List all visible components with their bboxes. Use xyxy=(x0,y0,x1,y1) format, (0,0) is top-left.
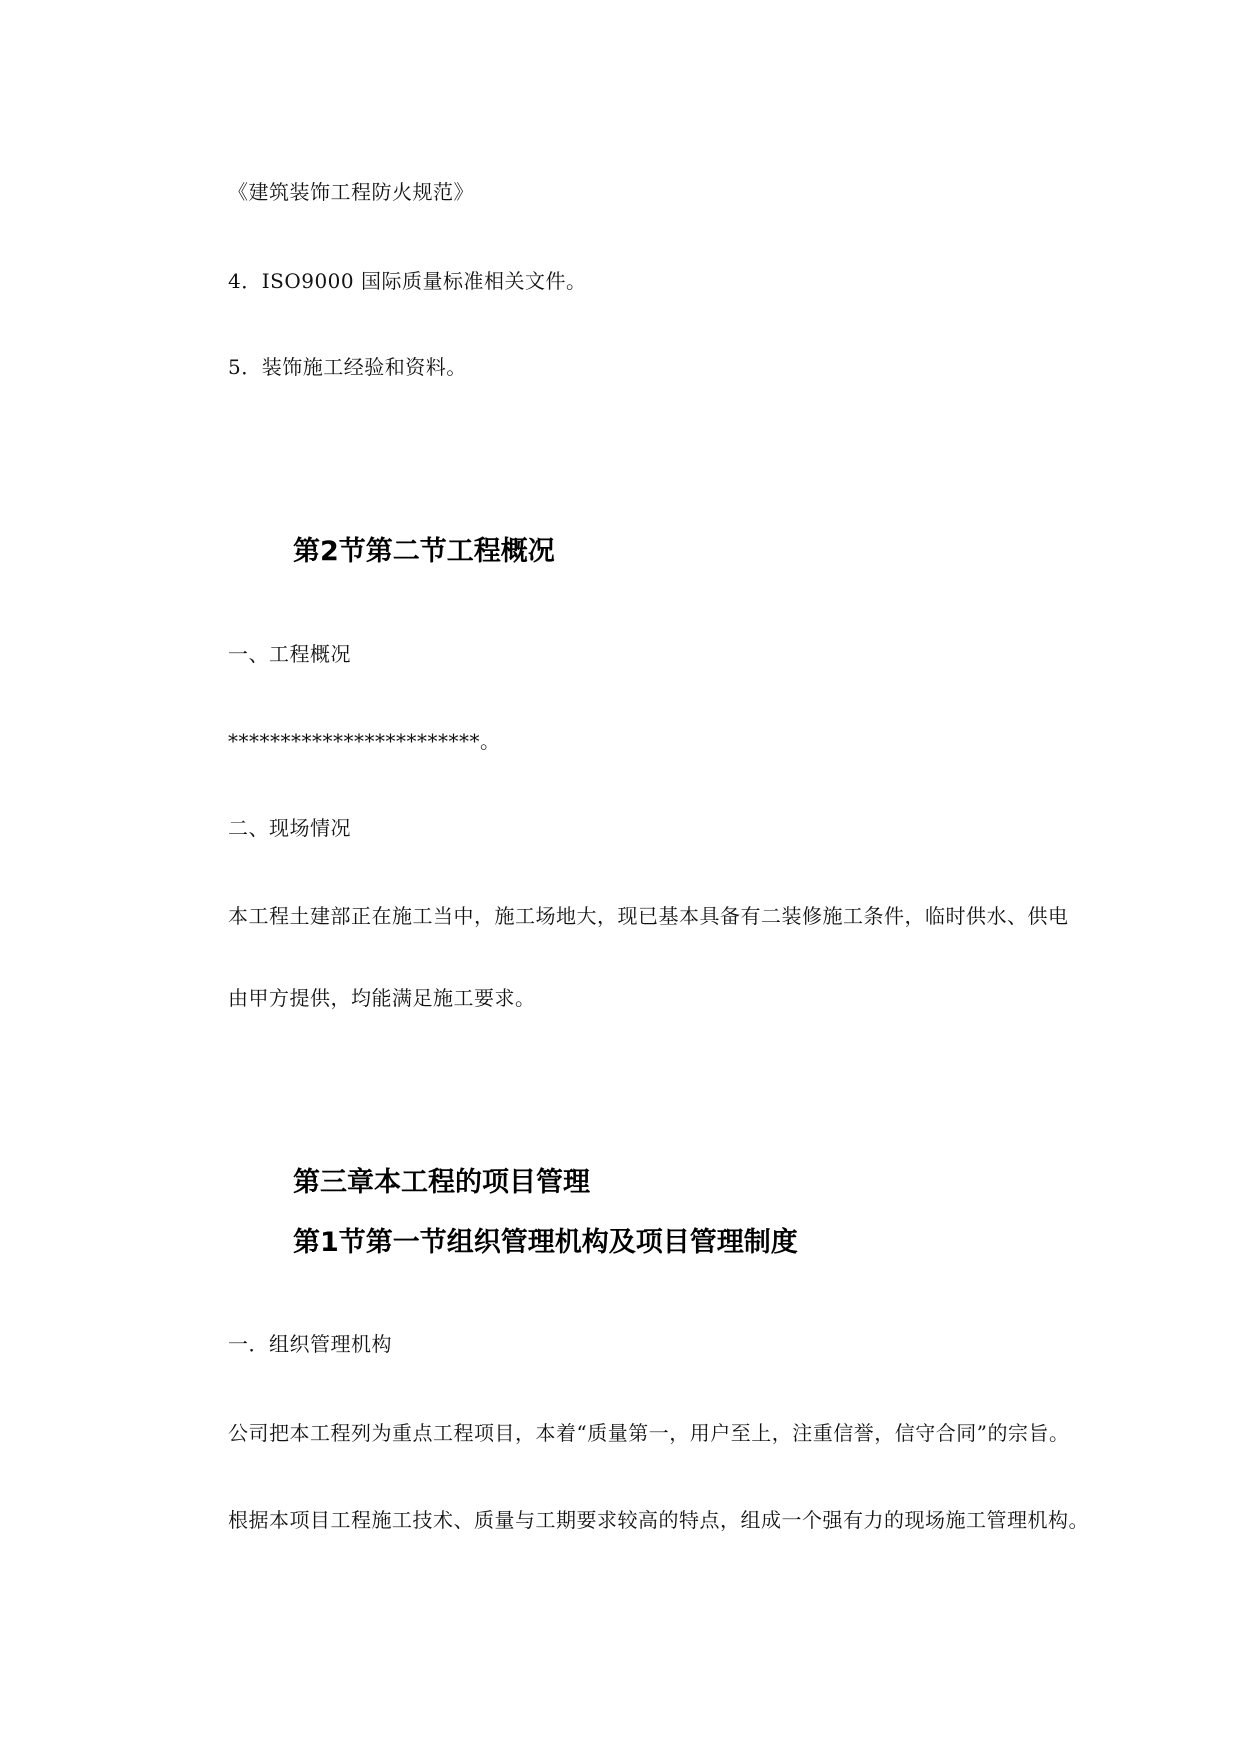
section-2-heading: 第2节第二节工程概况 xyxy=(293,536,555,567)
site-text-line-1: 本工程土建部正在施工当中，施工场地大，现已基本具备有二装修施工条件，临时供水、供电 xyxy=(228,904,1069,928)
site-text-line-2: 由甲方提供，均能满足施工要求。 xyxy=(228,986,536,1010)
chapter-3-heading: 第三章本工程的项目管理 xyxy=(293,1167,590,1198)
org-subheading: 一．组织管理机构 xyxy=(228,1332,392,1356)
overview-text: ************************。 xyxy=(228,729,501,753)
site-subheading: 二、现场情况 xyxy=(228,816,351,840)
list-item-4: 4．ISO9000 国际质量标准相关文件。 xyxy=(228,269,587,293)
section-1-heading: 第1节第一节组织管理机构及项目管理制度 xyxy=(293,1227,798,1258)
overview-subheading: 一、工程概况 xyxy=(228,642,351,666)
list-item-5: 5．装饰施工经验和资料。 xyxy=(228,355,467,379)
org-text-line-2: 根据本项目工程施工技术、质量与工期要求较高的特点，组成一个强有力的现场施工管理机构。 xyxy=(228,1508,1089,1532)
org-text-line-1: 公司把本工程列为重点工程项目，本着“质量第一，用户至上，注重信誉，信守合同”的宗旨。 xyxy=(228,1421,1070,1445)
regulation-reference: 《建筑装饰工程防火规范》 xyxy=(228,180,474,204)
